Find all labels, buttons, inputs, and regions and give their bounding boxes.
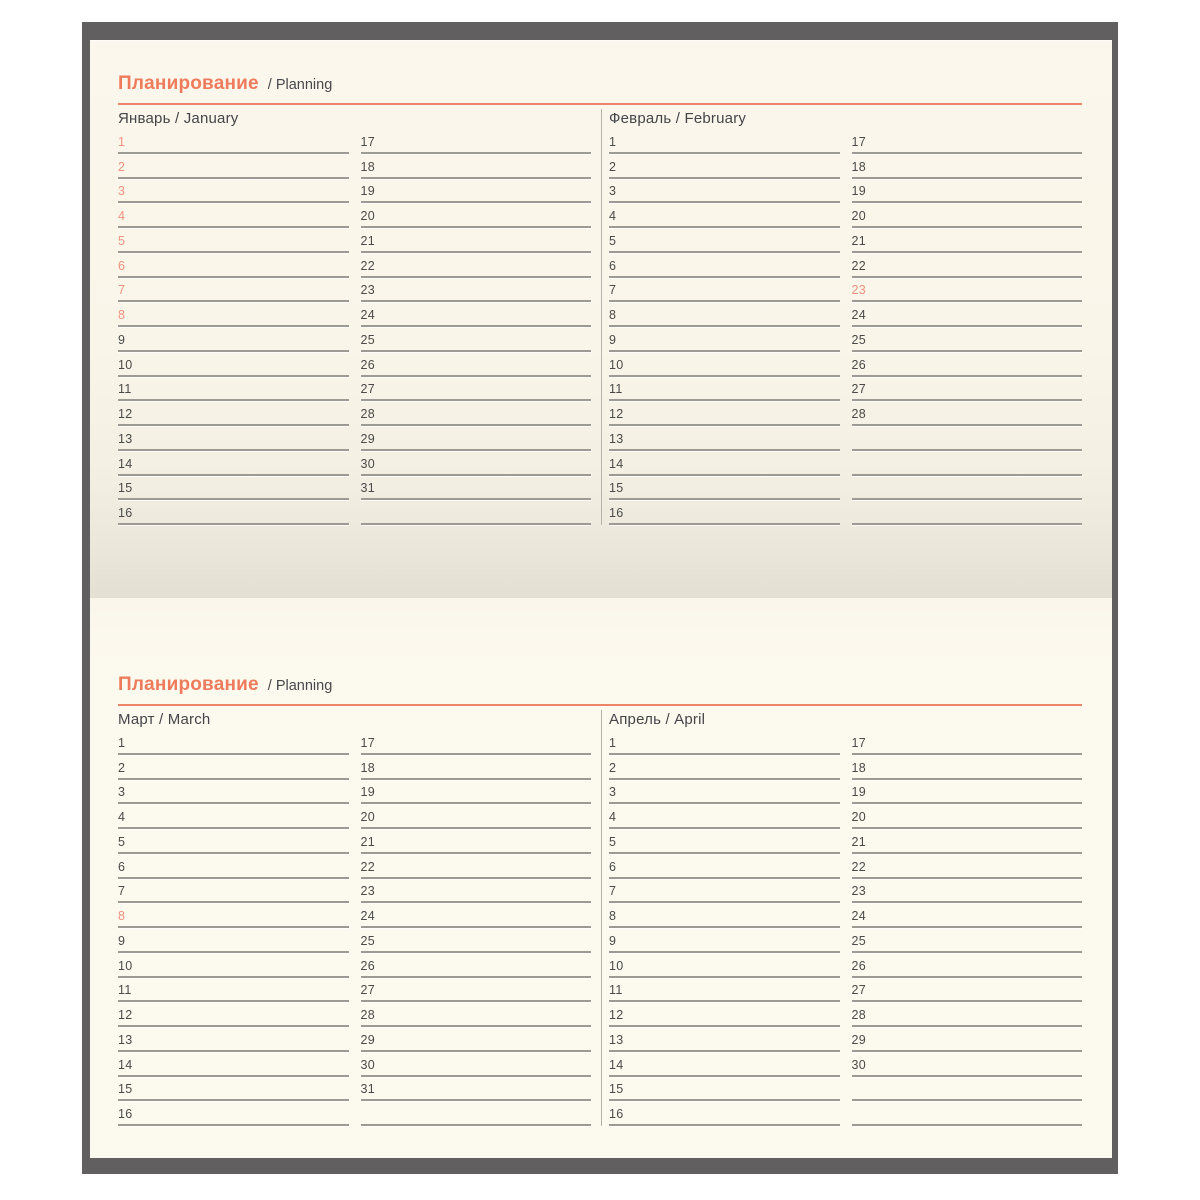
day-row: [852, 928, 1083, 953]
day-row: [361, 426, 592, 451]
day-row: [852, 302, 1083, 327]
day-row: [361, 278, 592, 303]
day-row: [361, 1077, 592, 1102]
day-number: 3: [609, 184, 617, 199]
day-number: 20: [851, 209, 867, 223]
month-column-right: [361, 129, 592, 525]
planning-title-ru: Планирование: [118, 73, 259, 94]
day-row: [361, 228, 592, 253]
planning-title-en: / Planning: [267, 678, 333, 694]
day-row: [361, 903, 592, 928]
day-row: [361, 928, 592, 953]
month-title: Апрель / April: [609, 711, 706, 728]
day-row: [609, 476, 840, 501]
day-number: 4: [118, 810, 126, 824]
day-number: 13: [609, 431, 624, 446]
day-row: [118, 1002, 349, 1027]
day-number: 20: [851, 810, 867, 824]
day-number: 28: [360, 1008, 376, 1022]
day-number: 1: [609, 735, 617, 750]
day-row: [361, 253, 592, 278]
day-number: 17: [851, 735, 867, 750]
day-row: [118, 377, 349, 402]
month-march: [118, 710, 601, 1126]
day-row: [361, 804, 592, 829]
day-number: 10: [118, 357, 133, 372]
day-number: 28: [851, 407, 867, 421]
day-row: [609, 451, 840, 476]
day-number: 14: [609, 456, 624, 471]
day-row: [118, 500, 349, 525]
day-row-holiday: [118, 903, 349, 928]
day-row: [361, 352, 592, 377]
day-number: 14: [609, 1057, 624, 1072]
day-number: 12: [118, 1008, 133, 1022]
day-number: 20: [360, 810, 376, 824]
day-row: [118, 879, 349, 904]
header-rule: [118, 103, 1082, 105]
day-number: 25: [851, 933, 867, 948]
day-row: [118, 1027, 349, 1052]
day-number: 21: [851, 233, 867, 248]
day-number: 12: [118, 407, 133, 421]
day-number: 29: [851, 1032, 867, 1047]
day-row: [609, 1002, 840, 1027]
day-number: 13: [609, 1032, 624, 1047]
month-column-left: [118, 730, 349, 1126]
day-row: [609, 903, 840, 928]
day-row: [118, 476, 349, 501]
day-number: 7: [118, 884, 126, 899]
day-row: [852, 451, 1083, 476]
day-row: [609, 179, 840, 204]
month-february: [602, 109, 1082, 525]
day-number: 16: [609, 506, 624, 520]
months-spread: [118, 710, 1082, 1126]
day-number: 30: [851, 1057, 867, 1072]
day-number: 17: [851, 134, 867, 149]
day-number: 9: [609, 933, 617, 948]
day-number: 6: [118, 859, 126, 874]
day-row: [609, 829, 840, 854]
day-row: [852, 203, 1083, 228]
day-number: 1: [118, 134, 126, 149]
day-row: [609, 352, 840, 377]
day-row: [852, 1052, 1083, 1077]
day-number: 17: [360, 735, 376, 750]
day-row: [118, 730, 349, 755]
day-number: 16: [118, 1107, 133, 1121]
planning-title-en: / Planning: [267, 77, 333, 93]
day-row: [361, 730, 592, 755]
day-number: 15: [118, 1082, 133, 1097]
day-number: 24: [360, 308, 376, 322]
day-row: [852, 755, 1083, 780]
day-number: 14: [118, 1057, 133, 1072]
day-number: 1: [118, 735, 126, 750]
day-number: 8: [609, 909, 617, 923]
day-row: [609, 154, 840, 179]
month-column-left: [609, 129, 840, 525]
day-row: [118, 755, 349, 780]
day-row: [118, 1101, 349, 1126]
day-number: 15: [609, 1082, 624, 1097]
day-row: [118, 401, 349, 426]
day-number: 26: [851, 958, 867, 973]
day-row: [361, 129, 592, 154]
day-number: 26: [851, 357, 867, 372]
day-row: [609, 978, 840, 1003]
day-number: 22: [851, 859, 867, 874]
day-number: 28: [360, 407, 376, 421]
day-number: 19: [360, 785, 376, 800]
day-number: 27: [851, 983, 867, 998]
day-row: [361, 854, 592, 879]
month-title: Февраль / February: [609, 110, 747, 127]
month-april: [602, 710, 1082, 1126]
day-row: [361, 377, 592, 402]
day-number: 24: [360, 909, 376, 923]
day-row: [361, 451, 592, 476]
day-row: [118, 953, 349, 978]
month-columns: [118, 730, 591, 1126]
day-number: 15: [118, 481, 133, 496]
month-title: Март / March: [118, 711, 211, 728]
day-row: [609, 278, 840, 303]
day-number: 23: [360, 283, 376, 298]
day-row: [852, 426, 1083, 451]
day-number: 30: [360, 456, 376, 471]
day-number: 6: [609, 258, 617, 273]
day-number: 19: [851, 785, 867, 800]
day-row: [609, 730, 840, 755]
day-row: [609, 755, 840, 780]
day-row: [852, 854, 1083, 879]
day-row: [361, 401, 592, 426]
day-row: [852, 253, 1083, 278]
day-number: 27: [360, 382, 376, 397]
month-columns: [118, 129, 591, 525]
day-row: [361, 978, 592, 1003]
day-row: [609, 426, 840, 451]
day-number: 2: [118, 159, 126, 174]
page-bottom: [90, 598, 1112, 1158]
day-number: 11: [118, 983, 132, 998]
day-row: [118, 854, 349, 879]
page-top-content: [90, 72, 1112, 525]
day-row: [361, 780, 592, 805]
day-number: 18: [360, 760, 376, 775]
planning-header: [118, 673, 1082, 697]
day-row: [609, 129, 840, 154]
months-spread: [118, 109, 1082, 525]
day-number: 8: [118, 909, 126, 923]
month-columns: [609, 129, 1082, 525]
day-number: 7: [609, 884, 617, 899]
day-row: [852, 154, 1083, 179]
day-number: 23: [851, 884, 867, 899]
page-top: [90, 40, 1112, 598]
month-column-right: [361, 730, 592, 1126]
day-row-holiday: [118, 129, 349, 154]
day-row-holiday: [852, 278, 1083, 303]
day-row: [361, 755, 592, 780]
day-number: 5: [118, 834, 126, 849]
day-row: [609, 327, 840, 352]
day-number: 10: [118, 958, 133, 973]
day-row: [361, 327, 592, 352]
day-row: [852, 500, 1083, 525]
day-row-holiday: [118, 154, 349, 179]
day-row: [609, 500, 840, 525]
day-number: 9: [118, 933, 126, 948]
month-column-left: [609, 730, 840, 1126]
day-number: 3: [118, 184, 126, 199]
day-number: 26: [360, 357, 376, 372]
day-number: 12: [609, 1008, 624, 1022]
day-row: [852, 228, 1083, 253]
month-columns: [609, 730, 1082, 1126]
month-january: [118, 109, 601, 525]
day-row: [118, 829, 349, 854]
day-row: [361, 476, 592, 501]
day-number: 19: [360, 184, 376, 199]
day-number: 1: [609, 134, 617, 149]
day-number: 13: [118, 1032, 133, 1047]
day-row: [609, 377, 840, 402]
day-row: [609, 302, 840, 327]
day-number: 24: [851, 308, 867, 322]
day-row: [361, 203, 592, 228]
day-row-holiday: [118, 278, 349, 303]
day-number: 20: [360, 209, 376, 223]
page-bottom-content: [90, 673, 1112, 1126]
day-number: 18: [360, 159, 376, 174]
day-row: [118, 1077, 349, 1102]
day-row-holiday: [118, 253, 349, 278]
day-row: [609, 253, 840, 278]
month-column-right: [852, 129, 1083, 525]
day-number: 21: [851, 834, 867, 849]
day-number: 23: [851, 283, 867, 298]
day-number: 5: [118, 233, 126, 248]
day-row: [118, 978, 349, 1003]
day-row: [118, 804, 349, 829]
day-row: [852, 1101, 1083, 1126]
day-row: [118, 327, 349, 352]
day-row: [852, 1077, 1083, 1102]
day-row: [609, 953, 840, 978]
day-number: 4: [609, 209, 617, 223]
day-number: 24: [851, 909, 867, 923]
planning-header: [118, 72, 1082, 96]
day-number: 2: [609, 159, 617, 174]
day-row: [609, 804, 840, 829]
day-row: [361, 1002, 592, 1027]
day-number: 25: [851, 332, 867, 347]
day-number: 4: [609, 810, 617, 824]
day-row: [609, 928, 840, 953]
day-row: [361, 154, 592, 179]
day-row-holiday: [118, 228, 349, 253]
day-row: [852, 401, 1083, 426]
day-row: [852, 804, 1083, 829]
day-number: 9: [609, 332, 617, 347]
day-number: 12: [609, 407, 624, 421]
day-number: 16: [609, 1107, 624, 1121]
notebook-cover: [82, 22, 1118, 1174]
day-number: 17: [360, 134, 376, 149]
day-row: [361, 500, 592, 525]
day-number: 29: [360, 431, 376, 446]
day-number: 22: [360, 859, 376, 874]
day-row: [852, 978, 1083, 1003]
day-row: [361, 179, 592, 204]
day-row: [118, 780, 349, 805]
day-row: [361, 879, 592, 904]
day-number: 9: [118, 332, 126, 347]
day-row: [852, 780, 1083, 805]
header-rule: [118, 704, 1082, 706]
day-row: [852, 179, 1083, 204]
month-title: Январь / January: [118, 110, 239, 127]
day-number: 26: [360, 958, 376, 973]
day-number: 4: [118, 209, 126, 223]
day-number: 16: [118, 506, 133, 520]
day-number: 18: [851, 159, 867, 174]
day-number: 7: [118, 283, 126, 298]
day-number: 11: [118, 382, 132, 397]
day-row: [852, 829, 1083, 854]
day-row: [361, 953, 592, 978]
day-number: 5: [609, 834, 617, 849]
day-number: 8: [118, 308, 126, 322]
day-row: [852, 377, 1083, 402]
day-row: [609, 228, 840, 253]
day-number: 31: [360, 1082, 376, 1097]
day-number: 14: [118, 456, 133, 471]
day-number: 27: [360, 983, 376, 998]
day-number: 27: [851, 382, 867, 397]
day-number: 25: [360, 933, 376, 948]
day-number: 5: [609, 233, 617, 248]
day-row-holiday: [118, 179, 349, 204]
day-number: 15: [609, 481, 624, 496]
day-row: [118, 928, 349, 953]
day-number: 18: [851, 760, 867, 775]
day-row: [361, 1027, 592, 1052]
day-row: [361, 1101, 592, 1126]
planning-title-ru: Планирование: [118, 674, 259, 695]
day-row: [609, 401, 840, 426]
day-number: 13: [118, 431, 133, 446]
day-row: [361, 302, 592, 327]
day-number: 28: [851, 1008, 867, 1022]
day-row: [609, 1077, 840, 1102]
day-row: [609, 854, 840, 879]
day-number: 11: [609, 382, 623, 397]
day-row: [852, 903, 1083, 928]
day-number: 3: [118, 785, 126, 800]
day-row: [609, 1101, 840, 1126]
day-number: 23: [360, 884, 376, 899]
day-number: 8: [609, 308, 617, 322]
day-number: 11: [609, 983, 623, 998]
day-number: 2: [609, 760, 617, 775]
day-row: [852, 953, 1083, 978]
day-number: 30: [360, 1057, 376, 1072]
day-row: [118, 1052, 349, 1077]
day-number: 29: [360, 1032, 376, 1047]
day-number: 3: [609, 785, 617, 800]
day-row: [852, 327, 1083, 352]
day-number: 31: [360, 481, 376, 496]
day-row-holiday: [118, 203, 349, 228]
day-row: [852, 129, 1083, 154]
day-number: 6: [609, 859, 617, 874]
day-number: 22: [360, 258, 376, 273]
month-column-left: [118, 129, 349, 525]
day-row: [118, 451, 349, 476]
day-row: [609, 780, 840, 805]
day-row: [852, 352, 1083, 377]
day-number: 21: [360, 834, 376, 849]
month-column-right: [852, 730, 1083, 1126]
day-number: 25: [360, 332, 376, 347]
day-row: [118, 352, 349, 377]
day-number: 10: [609, 357, 624, 372]
day-row: [361, 1052, 592, 1077]
day-row: [609, 1052, 840, 1077]
day-number: 19: [851, 184, 867, 199]
day-row: [609, 879, 840, 904]
day-row: [852, 1027, 1083, 1052]
day-row: [118, 426, 349, 451]
day-row: [361, 829, 592, 854]
day-row: [852, 730, 1083, 755]
day-row: [852, 879, 1083, 904]
day-row: [609, 1027, 840, 1052]
day-row: [852, 1002, 1083, 1027]
day-row-holiday: [118, 302, 349, 327]
day-row: [609, 203, 840, 228]
day-number: 7: [609, 283, 617, 298]
day-row: [852, 476, 1083, 501]
day-number: 6: [118, 258, 126, 273]
day-number: 2: [118, 760, 126, 775]
day-number: 10: [609, 958, 624, 973]
day-number: 21: [360, 233, 376, 248]
day-number: 22: [851, 258, 867, 273]
